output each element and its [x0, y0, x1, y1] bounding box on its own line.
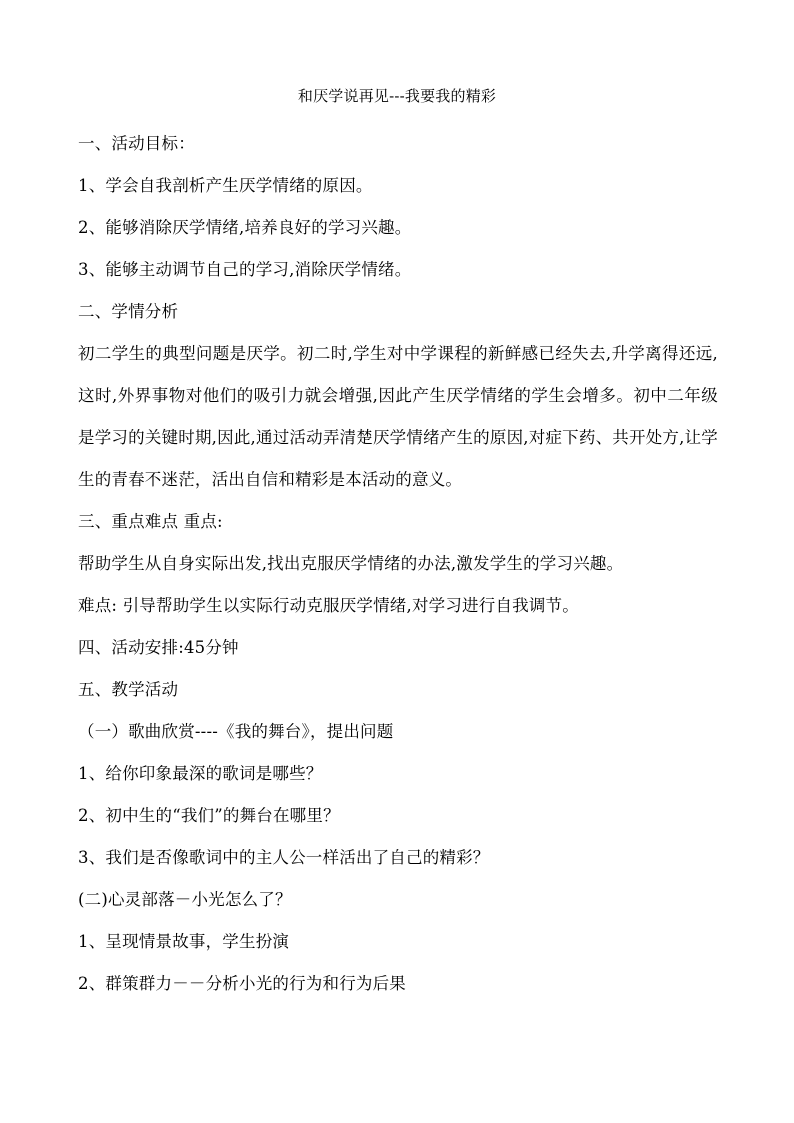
section-heading-schedule: 四、活动安排:45分钟	[78, 638, 239, 657]
document-title: 和厌学说再见---我要我的精彩	[297, 87, 497, 105]
activity-part1-heading: （一）歌曲欣赏----《我的舞台》，提出问题	[78, 722, 394, 741]
activity-part1-item-3: 3、我们是否像歌词中的主人公一样活出了自己的精彩？	[78, 848, 490, 867]
section-heading-goals: 一、活动目标：	[78, 134, 195, 153]
key-point-text: 帮助学生从自身实际出发,找出克服厌学情绪的办法,激发学生的学习兴趣。	[78, 554, 624, 573]
activity-part2-item-1: 1、呈现情景故事，学生扮演	[78, 932, 290, 951]
activity-part1-item-2: 2、初中生的“我们”的舞台在哪里？	[78, 806, 340, 825]
document-body	[78, 123, 718, 1005]
activity-part1-item-1: 1、给你印象最深的歌词是哪些？	[78, 764, 323, 783]
activity-part2-heading: (二)心灵部落－小光怎么了？	[78, 890, 292, 909]
section-heading-activities: 五、教学活动	[78, 680, 179, 699]
goal-item-1: 1、学会自我剖析产生厌学情绪的原因。	[78, 176, 373, 195]
goal-item-2: 2、能够消除厌学情绪,培养良好的学习兴趣。	[78, 218, 412, 237]
goal-item-3: 3、能够主动调节自己的学习,消除厌学情绪。	[78, 260, 412, 279]
section-heading-analysis: 二、学情分析	[78, 302, 179, 321]
difficulty-text: 难点: 引导帮助学生以实际行动克服厌学情绪,对学习进行自我调节。	[78, 596, 579, 615]
section-heading-key-points: 三、重点难点 重点:	[78, 512, 223, 531]
analysis-paragraph: 初二学生的典型问题是厌学。初二时,学生对中学课程的新鲜感已经失去,升学离得还远,这时,外界事物对他们的吸引力就会增强,因此产生厌学情绪的学生会增多。初中二年级是学习的关键时期,因此,通过活动弄清楚厌学情绪产生的原因,对症下药、共开处方,让学生的青春不迷茫，活出自信和精彩是本活动的意义。	[78, 344, 718, 489]
activity-part2-item-2: 2、群策群力－－分析小光的行为和行为后果	[78, 974, 406, 993]
